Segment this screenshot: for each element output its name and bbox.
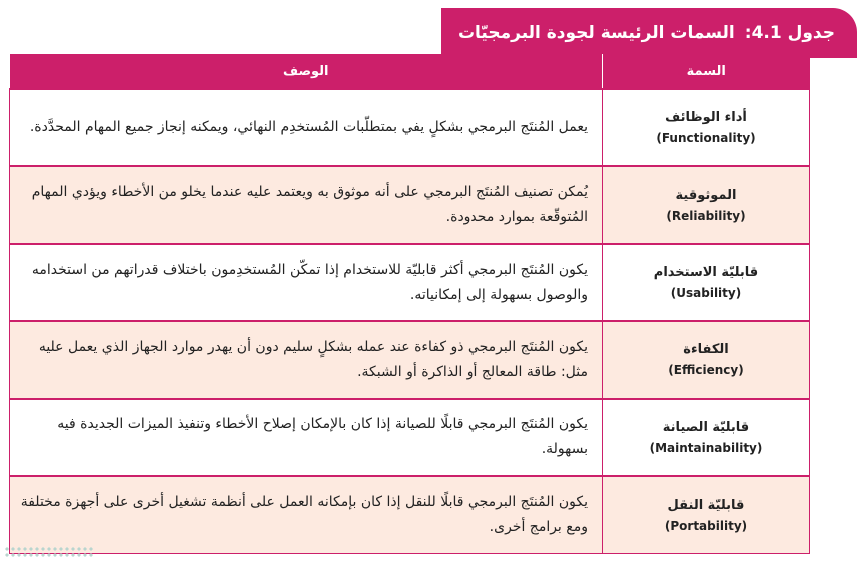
trait-name: قابليّة الصيانة xyxy=(662,419,750,435)
header-trait: السمة xyxy=(603,54,810,89)
header-description: الوصف xyxy=(10,54,603,89)
trait-cell xyxy=(603,476,810,553)
table-row xyxy=(10,399,810,476)
table-row xyxy=(10,321,810,398)
trait-cell xyxy=(603,244,810,321)
table-row xyxy=(10,476,810,553)
trait-english: (Functionality) xyxy=(656,131,756,146)
table-row xyxy=(10,244,810,321)
trait-english: (Usability) xyxy=(670,286,742,301)
table-title: السمات الرئيسة لجودة البرمجيّات xyxy=(457,23,735,43)
trait-description: يُمكن تصنيف المُنتَج البرمجي على أنه موثوق به ويعتمد عليه عندما يخلو من الأخطاء ويؤدي المهام المُتوقّعة بموارد محدودة. xyxy=(10,166,603,243)
trait-name: الموثوقية xyxy=(675,187,737,203)
trait-name: قابليّة النقل xyxy=(667,497,745,513)
trait-cell xyxy=(603,166,810,243)
header-row xyxy=(10,54,810,89)
trait-english: (Maintainability) xyxy=(649,440,763,455)
trait-english: (Reliability) xyxy=(666,208,746,223)
trait-description: يكون المُنتَج البرمجي قابلًا للصيانة إذا كان بالإمكان إصلاح الأخطاء وتنفيذ الميزات الجديدة فيه بسهولة. xyxy=(10,399,603,476)
trait-cell xyxy=(603,89,810,166)
decorative-dots xyxy=(4,546,94,558)
trait-description: يكون المُنتَج البرمجي قابلًا للنقل إذا كان بإمكانه العمل على أنظمة تشغيل أخرى على أجهزة مختلفة ومع برامج أخرى. xyxy=(10,476,603,553)
table-row xyxy=(10,89,810,166)
trait-description: يكون المُنتَج البرمجي أكثر قابليّة للاستخدام إذا تمكّن المُستخدِمون باختلاف قدراتهم من استخدامه والوصول بسهولة إلى إمكانياته. xyxy=(10,244,603,321)
table-row xyxy=(10,166,810,243)
trait-name: أداء الوظائف xyxy=(665,110,747,126)
trait-english: (Efficiency) xyxy=(668,363,744,378)
trait-name: الكفاءة xyxy=(683,342,729,358)
trait-cell xyxy=(603,399,810,476)
table-number: جدول 4.1: xyxy=(744,23,835,43)
trait-name: قابليّة الاستخدام xyxy=(653,265,759,281)
trait-cell xyxy=(603,321,810,398)
trait-english: (Portability) xyxy=(664,518,748,533)
trait-description: يعمل المُنتَج البرمجي بشكلٍ يفي بمتطلّبات المُستخدِم النهائي، ويمكنه إنجاز جميع المهام المحدَّدة. xyxy=(10,89,603,166)
table-caption xyxy=(441,8,857,58)
quality-traits-table xyxy=(9,54,810,554)
trait-description: يكون المُنتَج البرمجي ذو كفاءة عند عمله بشكلٍ سليم دون أن يهدر موارد الجهاز الذي يعمل عليه مثل: طاقة المعالج أو الذاكرة أو الشبكة. xyxy=(10,321,603,398)
